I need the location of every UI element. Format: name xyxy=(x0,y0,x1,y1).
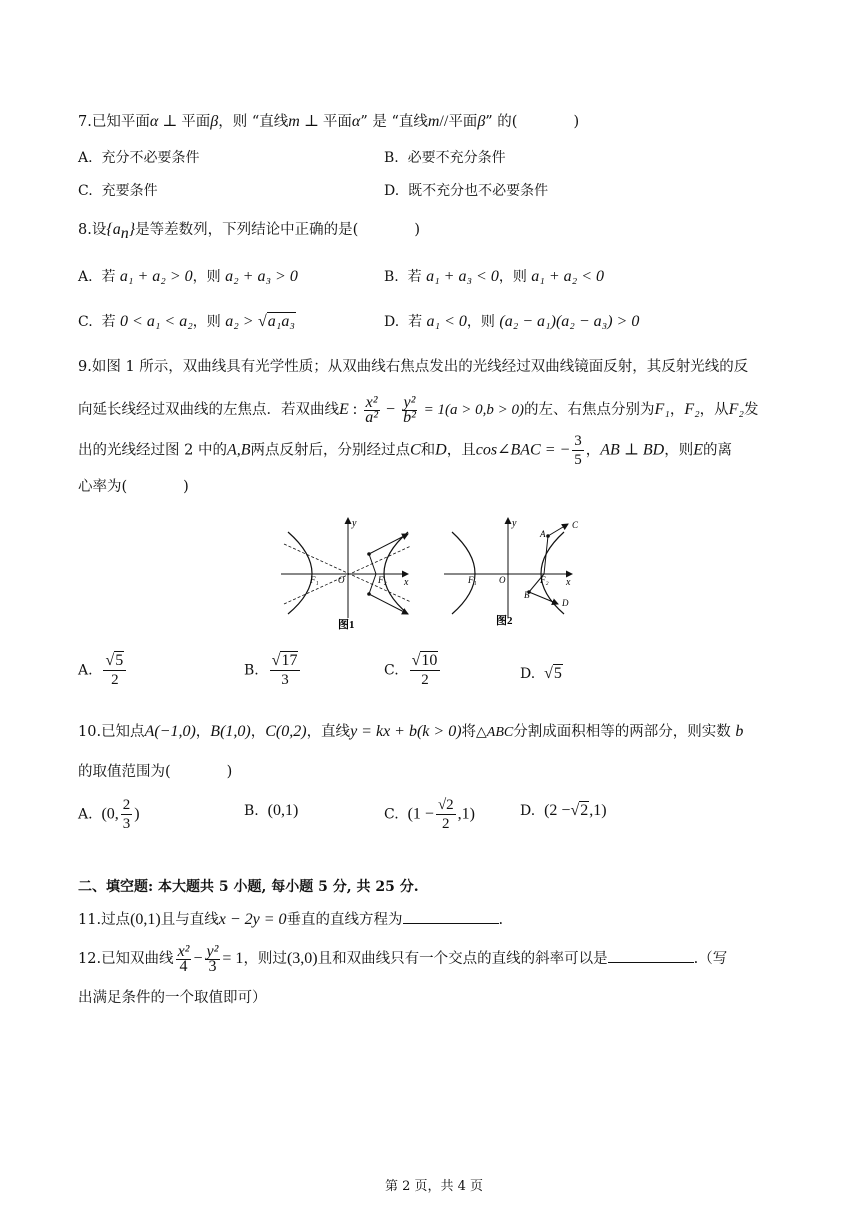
fig2-o-label: O xyxy=(499,575,506,585)
q9-option-c[interactable]: C. $\frac{√10}{2}$ xyxy=(384,652,442,689)
q7-option-d[interactable]: D. 既不充分也不必要条件 xyxy=(384,183,549,199)
q7-stem: 7.已知平面α ⊥ 平面β，则 “直线m ⊥ 平面α” 是 “直线m//平面β” 的( ) xyxy=(78,113,580,130)
q7-option-a[interactable]: A. 充分不必要条件 xyxy=(78,150,200,166)
q12-answer-blank[interactable] xyxy=(608,962,694,963)
q8-option-a[interactable]: A. 若 a₁ + a₂ > 0，则 a₂ + a₃ > 0 xyxy=(78,268,298,285)
fig2-d-label: D xyxy=(562,598,569,608)
section-fill-in-blank-heading: 二、填空题: 本大题共 5 小题, 每小题 5 分, 共 25 分. xyxy=(78,879,419,895)
q8-option-b[interactable]: B. 若 a₁ + a₃ < 0，则 a₁ + a₂ < 0 xyxy=(384,268,604,285)
q10-option-b[interactable]: B. (0,1) xyxy=(244,802,299,819)
q11-answer-blank[interactable] xyxy=(403,923,499,924)
q7-number: 7. xyxy=(78,114,92,130)
fraction-x2-a2: $\frac{\text{x²}}{\text{a²}}$ xyxy=(365,393,379,426)
q11-stem: 11.过点(0,1)且与直线x − 2y = 0垂直的直线方程为 . xyxy=(78,911,504,928)
q10-option-d[interactable]: D. (2 −√2,1) xyxy=(520,802,607,819)
q9-stem-line3: 出的光线经过图 2 中的A,B两点反射后，分别经过点C和D，且cos∠BAC = − $\frac{3}{5}$ ，AB ⊥ BD，则E的离 xyxy=(78,433,732,468)
figure-2 xyxy=(444,518,579,627)
q9-figures xyxy=(276,514,586,634)
fig2-a-label: A xyxy=(540,529,546,539)
fraction-y2-b2: $\frac{\text{y²}}{\text{b²}}$ xyxy=(403,393,416,426)
q10-stem-line2: 的取值范围为( ) xyxy=(78,764,233,780)
q8-option-c[interactable]: C. 若 0 < a₁ < a₂，则 a₂ > √a₁a₃ xyxy=(78,313,295,330)
fig2-f2-label: F₂ xyxy=(540,575,549,585)
sqrt-a1a3: √a₁a₃ xyxy=(258,313,295,330)
figure-1 xyxy=(281,518,411,631)
q11-number: 11. xyxy=(78,912,102,928)
fig1-f2-label: F₂ xyxy=(378,575,387,585)
q9-number: 9. xyxy=(78,359,92,375)
fig2-x-label: x xyxy=(566,577,571,588)
fig2-b-label: B xyxy=(524,590,530,600)
q8-number: 8. xyxy=(78,222,92,238)
q9-option-b[interactable]: B. $\frac{√17}{3}$ xyxy=(244,652,302,689)
q12-number: 12. xyxy=(78,951,102,967)
fig2-y-label: y xyxy=(512,518,517,529)
q9-option-a[interactable]: A. $\frac{√5}{2}$ xyxy=(78,652,128,689)
q9-stem-line1: 9.如图 1 所示，双曲线具有光学性质；从双曲线右焦点发出的光线经过双曲线镜面反射，其反射光线的反 xyxy=(78,359,749,375)
q10-option-c[interactable]: C. (1 − $\frac{√2}{2}$ ,1) xyxy=(384,797,475,832)
fig1-o-label: O xyxy=(338,575,345,585)
fraction-x2-4: $\frac{\text{x²}}{4}$ xyxy=(177,942,190,975)
fig1-f1-label: F₁ xyxy=(310,575,319,585)
fig2-caption: 图2 xyxy=(496,615,513,627)
fig1-y-label: y xyxy=(352,518,357,529)
q9-stem-line4: 心率为( ) xyxy=(78,479,189,495)
q9-stem-line2: 向延长线经过双曲线的左焦点．若双曲线E : $\frac{\text{x²}}{\text{a²}}$ − $\frac{\text{y²}}{\text{b²}}$ = 1(a > 0,b > 0)的左、右焦点分别为F₁，F₂，从F₂发 xyxy=(78,393,759,426)
q9-option-d[interactable]: D. √5 xyxy=(520,665,562,682)
q8-option-d[interactable]: D. 若 a₁ < 0，则 (a₂ − a₁)(a₂ − a₃) > 0 xyxy=(384,313,640,330)
page-footer: 第 2 页，共 4 页 xyxy=(384,1179,484,1194)
fig2-f1-label: F₁ xyxy=(468,575,477,585)
q7-option-b[interactable]: B. 必要不充分条件 xyxy=(384,150,506,166)
fraction-3-5: $\frac{3}{5}$ xyxy=(574,433,582,468)
fig2-c-label: C xyxy=(572,520,579,530)
q10-number: 10. xyxy=(78,724,102,740)
q7-option-c[interactable]: C. 充要条件 xyxy=(78,183,158,199)
fig1-x-label: x xyxy=(404,577,409,588)
q8-stem: 8.设$\{a_n\}$是等差数列，下列结论中正确的是( ) xyxy=(78,221,420,242)
fig1-caption: 图1 xyxy=(338,619,355,631)
fraction-y2-3: $\frac{\text{y²}}{3}$ xyxy=(206,942,219,975)
q10-option-a[interactable]: A. (0, $\frac{2}{3}$ ) xyxy=(78,797,140,832)
q10-stem-line1: 10.已知点A(−1,0)，B(1,0)，C(0,2)，直线y = kx + b(k > 0)将△ABC分割成面积相等的两部分，则实数 b xyxy=(78,723,744,740)
q12-stem-line2: 出满足条件的一个取值即可） xyxy=(78,990,267,1006)
q12-stem-line1: 12.已知双曲线 $\frac{\text{x²}}{4}$ − $\frac{\text{y²}}{3}$ = 1，则过(3,0)且和双曲线只有一个交点的直线的斜率可以是 .（写 xyxy=(78,942,728,975)
